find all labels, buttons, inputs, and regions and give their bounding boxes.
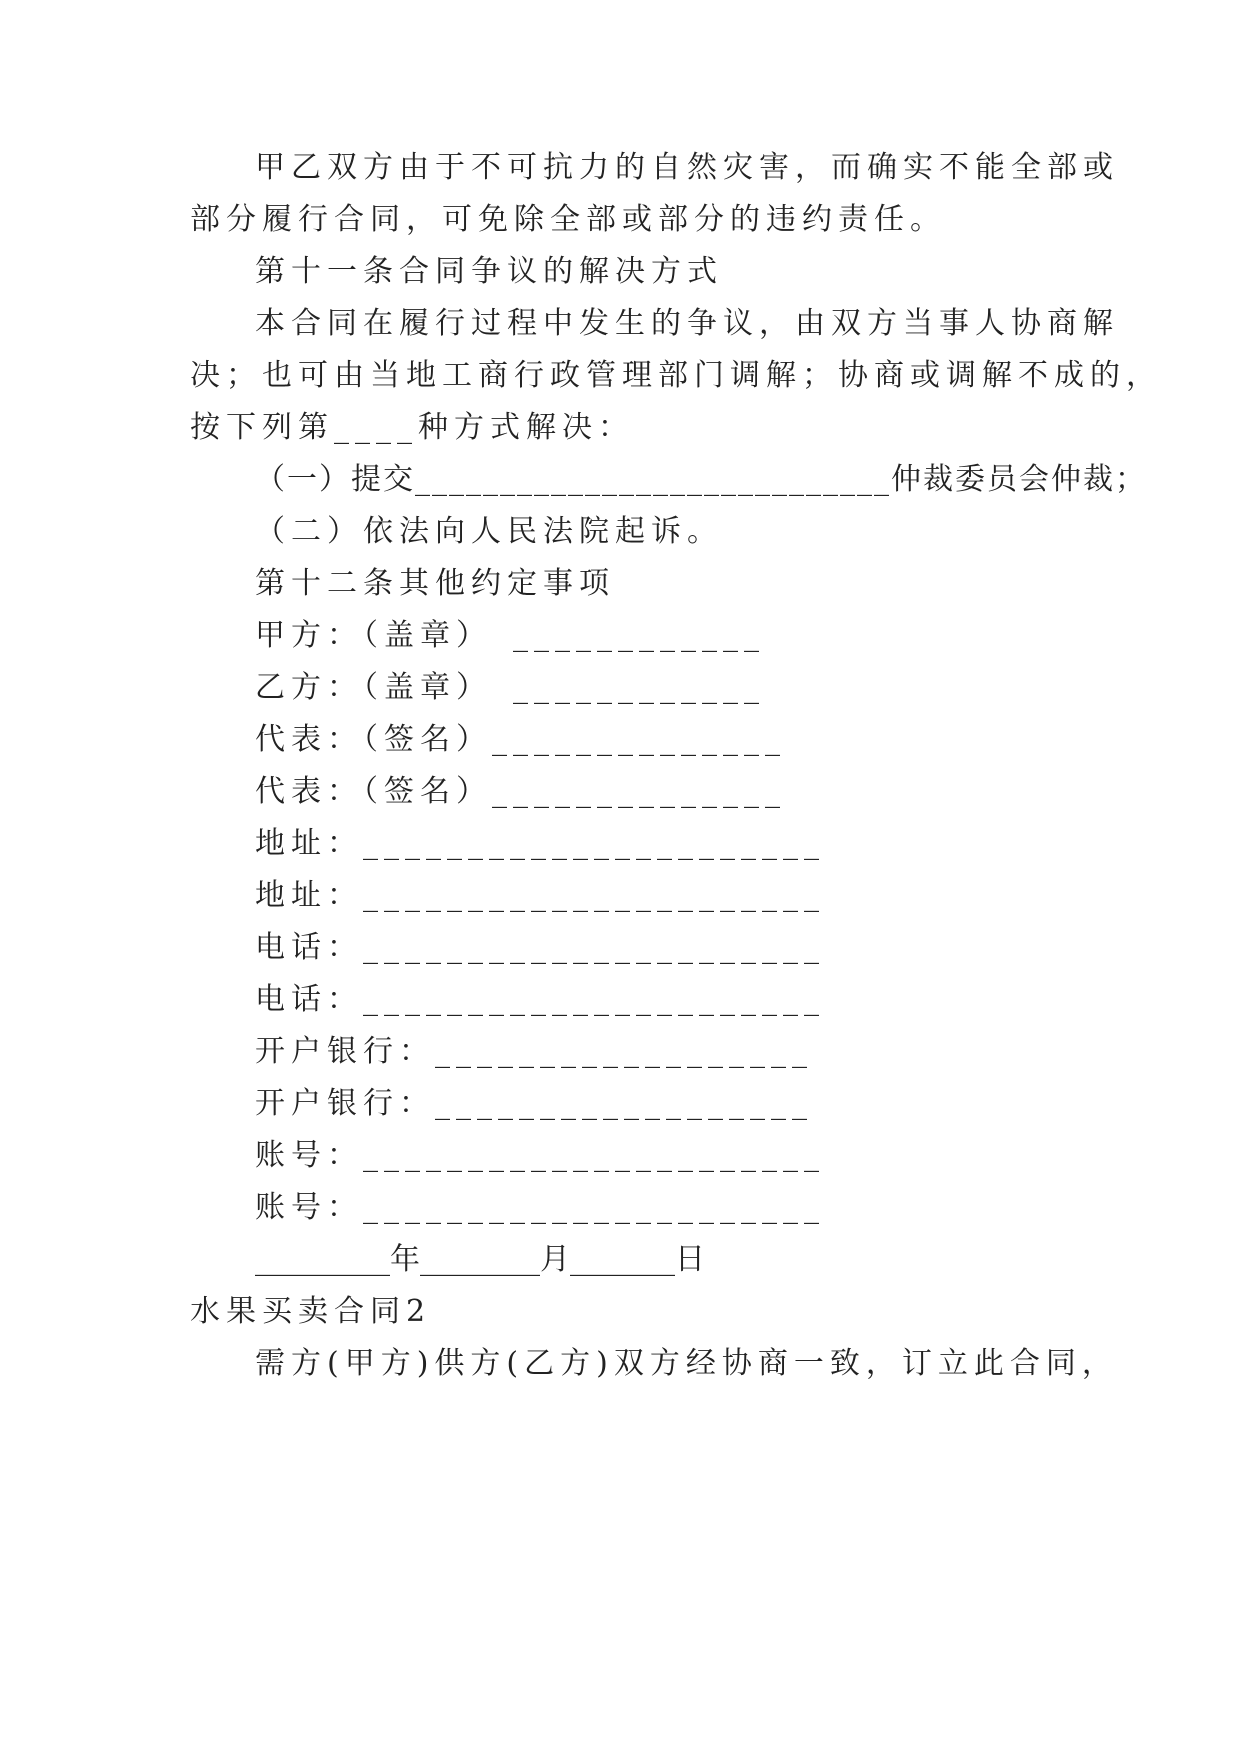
address-line: 地址：______________________ <box>255 826 825 861</box>
option-line: （二）依法向人民法院起诉。 <box>255 514 723 549</box>
phone-line: 电话：______________________ <box>255 982 825 1017</box>
contract-title: 水果买卖合同2 <box>190 1294 432 1329</box>
section-heading: 第十一条合同争议的解决方式 <box>255 254 723 289</box>
address-line: 地址：______________________ <box>255 878 825 913</box>
representative-line: 代表：（签名）______________ <box>255 722 786 757</box>
paragraph-line: 需方(甲方)供方(乙方)双方经协商一致，订立此合同， <box>255 1346 1118 1381</box>
bank-line: 开户银行：__________________ <box>255 1034 813 1069</box>
date-line: _________年________月_______日 <box>255 1242 705 1277</box>
account-line: 账号：______________________ <box>255 1138 825 1173</box>
paragraph-line: 部分履行合同，可免除全部或部分的违约责任。 <box>190 202 946 237</box>
signature-line-party-a: 甲方：（盖章） ____________ <box>255 618 765 653</box>
paragraph-line: 甲乙双方由于不可抗力的自然灾害，而确实不能全部或 <box>255 150 1119 185</box>
bank-line: 开户银行：__________________ <box>255 1086 813 1121</box>
option-line: （一）提交____________________________仲裁委员会仲裁； <box>255 462 1147 497</box>
section-heading: 第十二条其他约定事项 <box>255 566 615 601</box>
account-line: 账号：______________________ <box>255 1190 825 1225</box>
signature-line-party-b: 乙方：（盖章） ____________ <box>255 670 765 705</box>
paragraph-line: 决；也可由当地工商行政管理部门调解；协商或调解不成的， <box>190 358 1162 393</box>
paragraph-line: 按下列第____种方式解决： <box>190 410 634 445</box>
representative-line: 代表：（签名）______________ <box>255 774 786 809</box>
phone-line: 电话：______________________ <box>255 930 825 965</box>
paragraph-line: 本合同在履行过程中发生的争议，由双方当事人协商解 <box>255 306 1119 341</box>
